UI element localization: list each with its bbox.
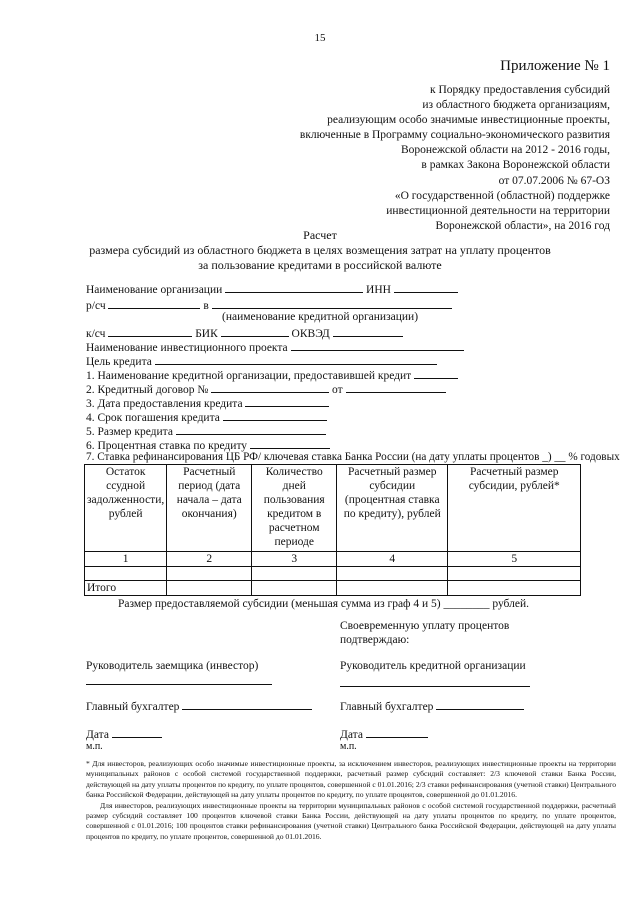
- header-line: инвестиционной деятельности на территории: [386, 204, 610, 217]
- project-row: [86, 339, 464, 354]
- chief-accountant-right-label: Главный бухгалтер: [340, 701, 434, 713]
- item6-input[interactable]: [250, 437, 330, 449]
- header-line: в рамках Закона Воронежской области: [421, 159, 610, 172]
- item4-label: 4. Срок погашения кредита: [86, 412, 220, 424]
- item6-label: 6. Процентная ставка по кредиту: [86, 440, 248, 452]
- item1-input[interactable]: [414, 367, 458, 379]
- doc-subtitle: размера субсидий из областного бюджета в целях возмещения затрат на уплату процентов: [89, 243, 551, 257]
- date-right-input[interactable]: [366, 726, 428, 738]
- header-line: Воронежской области на 2012 - 2016 годы,: [400, 144, 610, 157]
- header-line: включенные в Программу социально-экономического развития: [299, 129, 610, 142]
- bik-label: БИК: [195, 328, 218, 340]
- footnote-1: * Для инвесторов, реализующих особо значимые инвестиционные проекты, за исключением инвесторов, реализующих инвестиционные проекты на территории муниципальных районов с особой системой государственной поддержки, расчетный размер субсидий составляет: 2/3 ключевой ставки Банка России, действующей на дату уплаты процентов по кредиту, по уплате процентов, совершенной с 01.01.2016; 2/3 ставки рефинансирования (учетной ставки) Центрального банка Российской Федерации, действующей на дату уплаты процентов по кредиту, по уплате процентов, совершенной до 01.01.2016.: [86, 759, 616, 800]
- chief-accountant-left: [86, 698, 312, 713]
- header-line: «О государственной (областной) поддержке: [394, 189, 610, 202]
- item4-row: [86, 409, 327, 424]
- doc-subtitle-2: за пользование кредитами в российской валюте: [198, 258, 442, 272]
- page-number: 15: [314, 32, 326, 44]
- date-left-input[interactable]: [112, 726, 162, 738]
- chief-accountant-right: [340, 698, 524, 713]
- goal-row: [86, 353, 437, 368]
- borrower-head-signature-line[interactable]: [86, 684, 272, 685]
- rs-input[interactable]: [108, 297, 200, 309]
- subsidy-amount-line: Размер предоставляемой субсидии (меньшая сумма из граф 4 и 5) ________ рублей.: [118, 598, 529, 610]
- table-header-row: [85, 465, 581, 552]
- date-right-label: Дата: [340, 729, 363, 741]
- chief-accountant-left-input[interactable]: [182, 698, 312, 710]
- item2-from-label: от: [332, 384, 343, 396]
- item3-input[interactable]: [245, 395, 329, 407]
- item5-label: 5. Размер кредита: [86, 426, 173, 438]
- header-line: реализующим особо значимые инвестиционные проекты,: [327, 114, 610, 127]
- appendix-header: [300, 83, 610, 234]
- bank-head-signature-line[interactable]: [340, 686, 530, 687]
- okved-label: ОКВЭД: [291, 328, 330, 340]
- table-header-cell: Расчетный размер субсидии, рублей*: [448, 465, 581, 552]
- date-right: [340, 726, 428, 741]
- ks-row: [86, 325, 403, 340]
- header-line: к Порядку предоставления субсидий: [430, 84, 610, 96]
- item1-label: 1. Наименование кредитной организации, предоставившей кредит: [86, 370, 412, 382]
- bik-input[interactable]: [221, 325, 289, 337]
- column-number: 4: [337, 552, 448, 567]
- footnotes: [86, 759, 616, 842]
- ks-input[interactable]: [108, 325, 192, 337]
- item6-row: [86, 437, 330, 452]
- table-cell[interactable]: [167, 567, 252, 581]
- doc-title: Расчет: [303, 228, 337, 242]
- table-cell[interactable]: [167, 581, 252, 596]
- rs-label: р/сч: [86, 300, 106, 312]
- total-label: Итого: [85, 581, 167, 596]
- project-label: Наименование инвестиционного проекта: [86, 342, 288, 354]
- okved-input[interactable]: [333, 325, 403, 337]
- contract-number-input[interactable]: [211, 381, 329, 393]
- table-header-cell: Расчетный период (дата начала – дата окончания): [167, 465, 252, 552]
- borrower-head-label: Руководитель заемщика (инвестор): [86, 660, 259, 672]
- stamp-place-left: м.п.: [86, 741, 103, 752]
- org-name-input[interactable]: [225, 281, 363, 293]
- table-cell[interactable]: [337, 567, 448, 581]
- table-row: [85, 567, 581, 581]
- bank-caption: (наименование кредитной организации): [222, 311, 419, 323]
- rs-row: [86, 297, 452, 312]
- header-line: от 07.07.2006 № 67-ОЗ: [498, 174, 610, 187]
- project-input[interactable]: [291, 339, 464, 351]
- confirm-line-1: Своевременную уплату процентов: [340, 620, 510, 632]
- ks-label: к/сч: [86, 328, 106, 340]
- table-cell[interactable]: [252, 567, 337, 581]
- org-name-row: [86, 281, 458, 296]
- goal-label: Цель кредита: [86, 356, 152, 368]
- table-cell[interactable]: [85, 567, 167, 581]
- item5-input[interactable]: [176, 423, 326, 435]
- header-line: Воронежской области», на 2016 год: [435, 219, 610, 232]
- date-left-label: Дата: [86, 729, 109, 741]
- v-label: в: [203, 300, 209, 312]
- table-header-cell: Количество дней пользования кредитом в расчетном периоде: [252, 465, 337, 552]
- date-left: [86, 726, 162, 741]
- table-cell[interactable]: [337, 581, 448, 596]
- item2-row: [86, 381, 446, 396]
- bank-input[interactable]: [212, 297, 452, 309]
- item1-row: [86, 367, 458, 382]
- goal-input[interactable]: [155, 353, 437, 365]
- column-number: 2: [167, 552, 252, 567]
- header-line: из областного бюджета организациям,: [422, 99, 610, 112]
- bank-head-label: Руководитель кредитной организации: [340, 660, 526, 672]
- column-number: 3: [252, 552, 337, 567]
- subsidy-table: [84, 464, 581, 596]
- item7-row: 7. Ставка рефинансирования ЦБ РФ/ ключевая ставка Банка России (на дату уплаты процентов _) __ % годовых: [86, 451, 620, 463]
- inn-input[interactable]: [394, 281, 458, 293]
- item5-row: [86, 423, 326, 438]
- inn-label: ИНН: [366, 284, 391, 296]
- appendix-title: Приложение № 1: [500, 58, 610, 74]
- table-header-cell: Остаток ссудной задолженности, рублей: [85, 465, 167, 552]
- confirm-line-2: подтверждаю:: [340, 634, 410, 646]
- org-name-label: Наименование организации: [86, 284, 223, 296]
- table-cell[interactable]: [252, 581, 337, 596]
- footnote-2: Для инвесторов, реализующих инвестиционные проекты на территории муниципальных районов с особой системой государственной поддержки, расчетный размер субсидий составляет 100 процентов ключевой ставки Банка России, действующей на дату уплаты процентов по кредиту, по уплате процентов, совершенной с 01.01.2016; 100 процентов ставки рефинансирования (учетной ставки) Центрального банка Российской Федерации, действующей на дату уплаты процентов по кредиту, по уплате процентов, совершенной до 01.01.2016.: [86, 800, 616, 841]
- chief-accountant-right-input[interactable]: [436, 698, 524, 710]
- item3-label: 3. Дата предоставления кредита: [86, 398, 243, 410]
- item3-row: [86, 395, 329, 410]
- table-cell[interactable]: [448, 567, 581, 581]
- table-total-row: [85, 581, 581, 596]
- table-number-row: [85, 552, 581, 567]
- item2-label: 2. Кредитный договор №: [86, 384, 209, 396]
- contract-date-input[interactable]: [346, 381, 446, 393]
- chief-accountant-left-label: Главный бухгалтер: [86, 701, 180, 713]
- table-cell[interactable]: [448, 581, 581, 596]
- column-number: 5: [448, 552, 581, 567]
- stamp-place-right: м.п.: [340, 741, 357, 752]
- item4-input[interactable]: [223, 409, 327, 421]
- table-header-cell: Расчетный размер субсидии (процентная ставка по кредиту), рублей: [337, 465, 448, 552]
- column-number: 1: [85, 552, 167, 567]
